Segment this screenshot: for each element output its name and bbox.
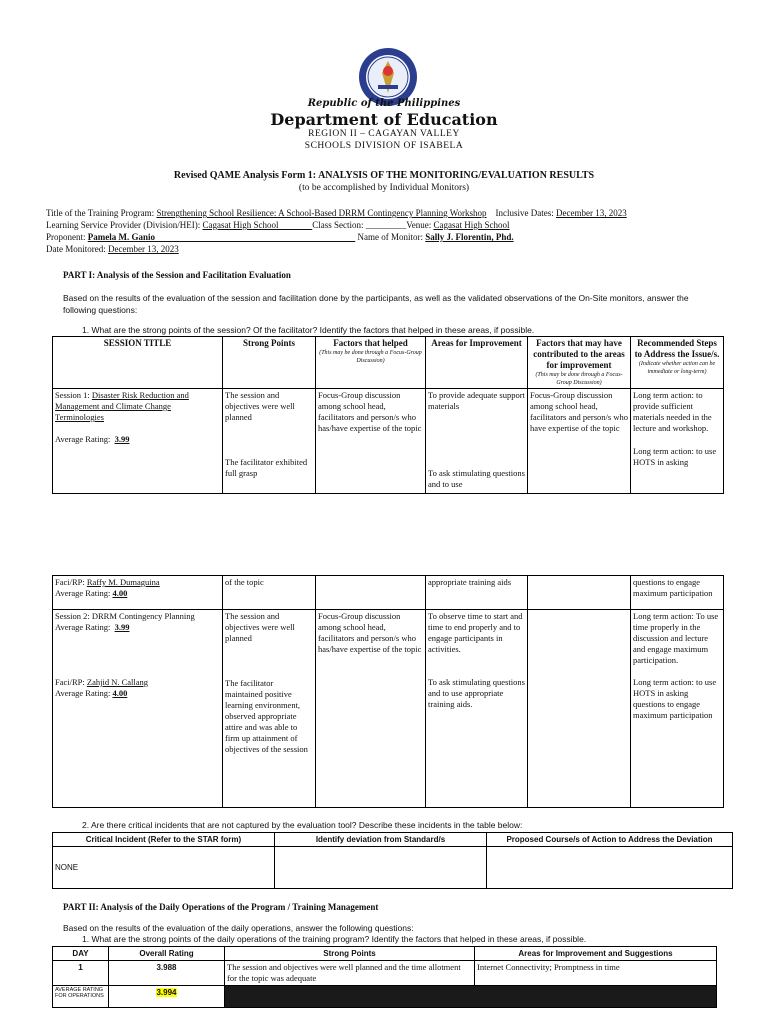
session-1-areas: To provide adequate support materials To ask stimulating questions and to use <box>426 389 528 494</box>
session-1-strong: The session and objectives were well planned The facilitator exhibited full grasp <box>223 389 316 494</box>
session-2-strong: The session and objectives were well planned The facilitator maintained positive learning environment, observed appropriate attire and was able to firm up attainment of objectives of the session <box>223 610 316 808</box>
session-1-rating: 3.99 <box>114 434 130 444</box>
table-row <box>53 986 717 1008</box>
ops-col-areas: Areas for Improvement and Suggestions <box>475 947 717 961</box>
table-row <box>53 847 733 889</box>
faci-1-cell: Faci/RP: Raffy M. Dumaguina Average Rating: 4.00 <box>53 576 223 610</box>
table-row <box>53 961 717 986</box>
session-1-steps: Long term action: to provide sufficient materials needed in the lecture and workshop. Long term action: to use HOTS in asking <box>631 389 724 494</box>
part2-question-1: 1. What are the strong points of the daily operations of the training program? Identify the factors that helped in these areas, if possible. <box>82 934 587 944</box>
col-factors-contributed: Factors that may have contributed to the areas for improvement (This may be done through a Focus-Group Discussion) <box>528 337 631 389</box>
critical-incident-table <box>52 832 733 889</box>
session-2-factors: Focus-Group discussion among school head, facilitators and person/s who has/have expertise of the topic <box>316 610 426 808</box>
part1-title: PART I: Analysis of the Session and Facilitation Evaluation <box>63 270 291 280</box>
dates-value: December 13, 2023 <box>556 208 627 218</box>
ops-col-strong: Strong Points <box>225 947 475 961</box>
faci-1-rating: 4.00 <box>112 588 128 598</box>
part1-question-1: 1. What are the strong points of the session? Of the facilitator? Identify the factors that helped in these areas, if possible. <box>82 325 535 335</box>
session-1-factors: Focus-Group discussion among school head, facilitators and person/s who has/have expertise of the topic <box>316 389 426 494</box>
ops-strong: The session and objectives were well planned and the time allotment for the topic was adequate <box>225 961 475 986</box>
session-2-rating: 3.99 <box>114 622 130 632</box>
faci-2-rating: 4.00 <box>112 688 128 698</box>
session-1-contrib: Focus-Group discussion among school head, facilitators and person/s who have expertise of the topic <box>528 389 631 494</box>
lsp-value: Cagasat High School <box>202 220 279 230</box>
ci-value: NONE <box>53 847 275 889</box>
daily-operations-header <box>53 947 717 961</box>
col-areas-improvement: Areas for Improvement <box>426 337 528 389</box>
session-table-page1 <box>52 336 724 494</box>
table-row <box>53 610 724 808</box>
monitored-line: Date Monitored: December 13, 2023 <box>46 244 179 254</box>
form-subtitle: (to be accomplished by Individual Monitors) <box>298 183 470 193</box>
table-row <box>53 576 724 610</box>
ops-day: 1 <box>53 961 109 986</box>
ci-col-action: Proposed Course/s of Action to Address the Deviation <box>487 833 733 847</box>
col-strong-points: Strong Points <box>223 337 316 389</box>
monitored-value: December 13, 2023 <box>108 244 179 254</box>
proponent-line: Proponent: Pamela M. Ganio Name of Monitor: Sally J. Florentin, Phd. <box>46 232 514 242</box>
ops-col-rating: Overall Rating <box>109 947 225 961</box>
part1-intro: Based on the results of the evaluation of the session and facilitation done by the participants, as well as the validated observations of the On-Site monitors, answer the following questions: <box>63 293 689 315</box>
session-1-title-cell: Session 1: Disaster Risk Reduction and Management and Climate Change Terminologies Average Rating: 3.99 <box>53 389 223 494</box>
ops-avg-value: 3.994 <box>156 988 177 997</box>
part2-title: PART II: Analysis of the Daily Operations of the Program / Training Management <box>63 902 379 912</box>
department-text: Department of Education <box>270 110 498 129</box>
proponent-value: Pamela M. Ganio <box>87 232 155 242</box>
col-recommended-steps: Recommended Steps to Address the Issue/s. (Indicate whether action can be immediate or long-term) <box>631 337 724 389</box>
critical-incident-header <box>53 833 733 847</box>
ops-avg-filler <box>225 986 717 1008</box>
table-row <box>53 389 724 494</box>
part2-intro: Based on the results of the evaluation of the daily operations, answer the following questions: <box>63 923 414 933</box>
ops-avg-cell <box>109 986 225 1008</box>
daily-operations-table <box>52 946 717 1008</box>
division-text: SCHOOLS DIVISION OF ISABELA <box>304 141 464 151</box>
session-table-header <box>53 337 724 389</box>
venue-value: Cagasat High School <box>433 220 510 230</box>
region-text: REGION II – CAGAYAN VALLEY <box>308 129 460 139</box>
session-2-title-cell: Session 2: DRRM Contingency Planning Average Rating: 3.99 Faci/RP: Zahjid N. Callang Average Rating: 4.00 <box>53 610 223 808</box>
session-2-steps: Long term action: To use time properly in the discussion and lecture and engage maximum participation. Long term action: to use HOTS in asking questions to engage maximum participation <box>631 610 724 808</box>
ops-col-day: DAY <box>53 947 109 961</box>
col-session-title: SESSION TITLE <box>53 337 223 389</box>
republic-text: Republic of the Philippines <box>307 98 461 109</box>
part1-question-2: 2. Are there critical incidents that are not captured by the evaluation tool? Describe these incidents in the table below: <box>82 820 523 830</box>
faci-1-steps: questions to engage maximum participation <box>631 576 724 610</box>
session-table-page2 <box>52 575 724 808</box>
ci-col-deviation: Identify deviation from Standard/s <box>275 833 487 847</box>
col-factors-helped: Factors that helped (This may be done through a Focus-Group Discussion) <box>316 337 426 389</box>
ops-avg-label: AVERAGE RATING FOR OPERATIONS <box>53 986 109 1008</box>
faci-1-areas: appropriate training aids <box>426 576 528 610</box>
ops-areas: Internet Connectivity; Promptness in time <box>475 961 717 986</box>
monitor-value: Sally J. Florentin, Phd. <box>425 232 514 242</box>
form-title: Revised QAME Analysis Form 1: ANALYSIS OF THE MONITORING/EVALUATION RESULTS <box>173 170 595 181</box>
faci-1-strong: of the topic <box>223 576 316 610</box>
program-value: Strengthening School Resilience: A School-Based DRRM Contingency Planning Workshop <box>156 208 487 218</box>
program-line: Title of the Training Program: Strengthening School Resilience: A School-Based DRRM Contingency Planning Workshop Inclusive Dates: December 13, 2023 <box>46 208 627 218</box>
ci-col-incident: Critical Incident (Refer to the STAR form) <box>53 833 275 847</box>
session-2-areas: To observe time to start and time to end properly and to engage participants in activities. To ask stimulating questions and to use appropriate training aids. <box>426 610 528 808</box>
ops-rating: 3.988 <box>109 961 225 986</box>
lsp-line: Learning Service Provider (Division/HEI): Cagasat High School Class Section: _________Venue: Cagasat High School <box>46 220 510 230</box>
